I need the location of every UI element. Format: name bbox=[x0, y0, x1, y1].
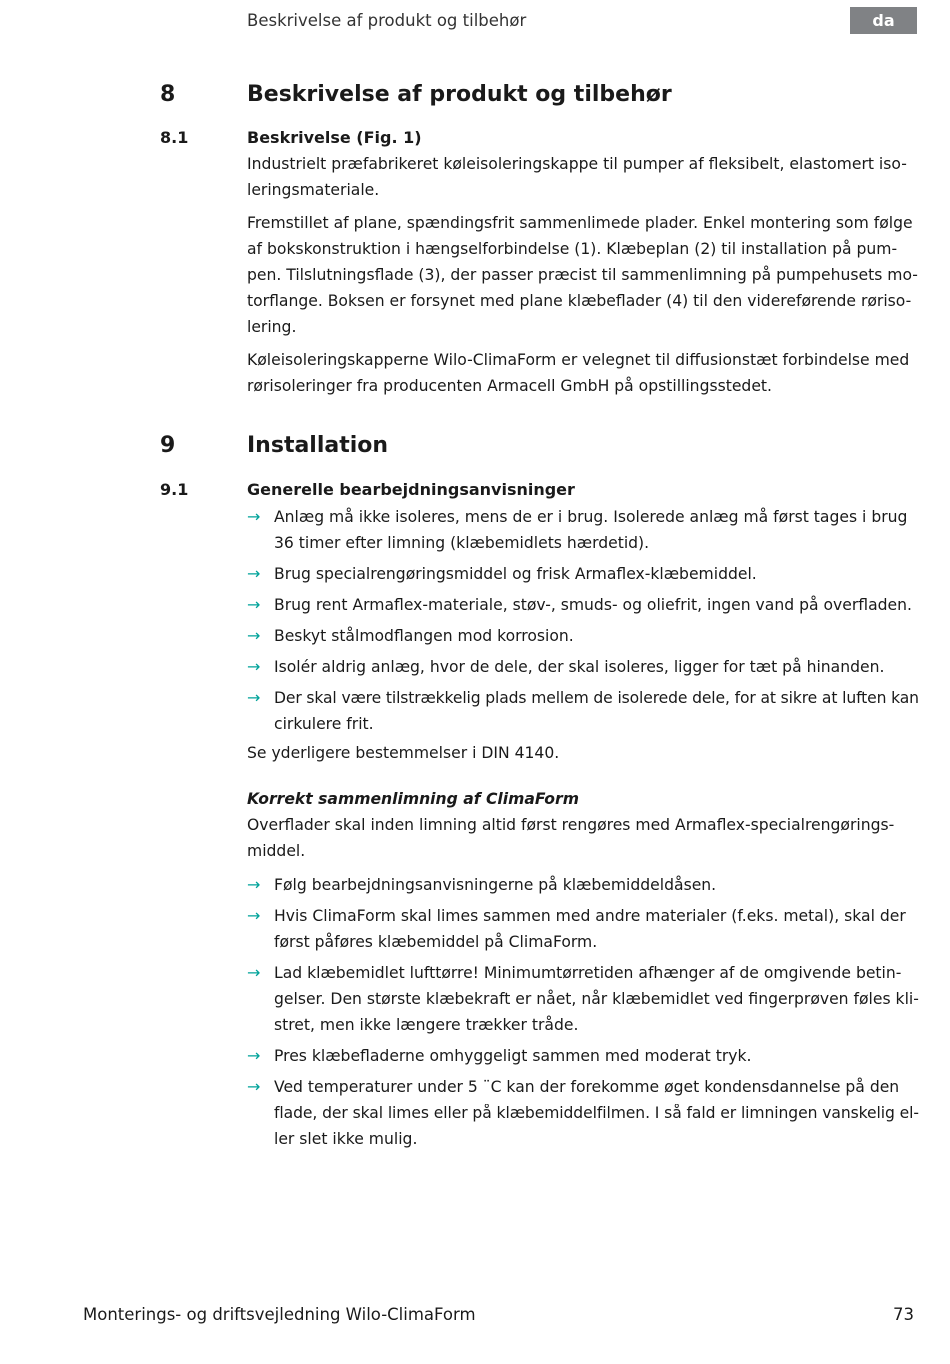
list-item: → Isolér aldrig anlæg, hvor de dele, der skal isoleres, ligger for tæt på hinanden. bbox=[247, 654, 919, 680]
footer-document-title: Monterings- og driftsvejledning Wilo-ClimaForm bbox=[83, 1305, 476, 1324]
arrow-right-icon: → bbox=[247, 507, 261, 526]
section-9-1-number: 9.1 bbox=[160, 480, 189, 499]
section-9-1-title: Generelle bearbejdningsanvisninger bbox=[247, 480, 575, 499]
section-8-number: 8 bbox=[160, 82, 176, 107]
paragraph bbox=[247, 347, 919, 399]
list-item: → Lad klæbemidlet lufttørre! Minimumtørretiden afhænger af de omgivende betin- gelser. Den største klæbekraft er nået, når klæbemidlet ved fingerprøven føles kli- stret, men ikke længere trækker tråde. bbox=[247, 960, 919, 1038]
text-line: Overflader skal inden limning altid først rengøres med Armaflex-specialrengørings- bbox=[247, 816, 895, 834]
section-8-1-body bbox=[247, 151, 919, 406]
arrow-right-icon: → bbox=[247, 1046, 261, 1065]
list-item: → Hvis ClimaForm skal limes sammen med andre materialer (f.eks. metal), skal der først påføres klæbemiddel på ClimaForm. bbox=[247, 903, 919, 955]
language-badge: da bbox=[850, 7, 917, 34]
arrow-right-icon: → bbox=[247, 906, 261, 925]
arrow-right-icon: → bbox=[247, 657, 261, 676]
arrow-right-icon: → bbox=[247, 688, 261, 707]
paragraph bbox=[247, 151, 919, 203]
section-9-title: Installation bbox=[247, 433, 389, 458]
list-item: → Følg bearbejdningsanvisningerne på klæbemiddeldåsen. bbox=[247, 872, 919, 898]
text-line: leringsmateriale. bbox=[247, 181, 380, 199]
arrow-right-icon: → bbox=[247, 963, 261, 982]
guidelines-list bbox=[247, 504, 919, 742]
note-text: Se yderligere bestemmelser i DIN 4140. bbox=[247, 744, 560, 762]
section-9-number: 9 bbox=[160, 433, 176, 458]
text-line: rørisoleringer fra producenten Armacell GmbH på opstillingsstedet. bbox=[247, 377, 772, 395]
list-item: → Brug rent Armaflex-materiale, støv-, smuds- og oliefrit, ingen vand på overfladen. bbox=[247, 592, 919, 618]
text-line: Fremstillet af plane, spændingsfrit sammenlimede plader. Enkel montering som følge bbox=[247, 214, 913, 232]
list-item: → Beskyt stålmodflangen mod korrosion. bbox=[247, 623, 919, 649]
bonding-list bbox=[247, 872, 919, 1157]
section-8-title: Beskrivelse af produkt og tilbehør bbox=[247, 82, 672, 107]
text-line: lering. bbox=[247, 318, 297, 336]
list-item: → Pres klæbefladerne omhyggeligt sammen med moderat tryk. bbox=[247, 1043, 919, 1069]
arrow-right-icon: → bbox=[247, 564, 261, 583]
running-header: Beskrivelse af produkt og tilbehør bbox=[247, 11, 527, 30]
text-line: af bokskonstruktion i hængselforbindelse (1). Klæbeplan (2) til installation på pum- bbox=[247, 240, 898, 258]
text-line: middel. bbox=[247, 842, 306, 860]
cleaning-paragraph bbox=[247, 812, 919, 864]
section-8-1-title: Beskrivelse (Fig. 1) bbox=[247, 128, 422, 147]
text-line: torflange. Boksen er forsynet med plane klæbeflader (4) til den videreførende røriso- bbox=[247, 292, 912, 310]
subheading: Korrekt sammenlimning af ClimaForm bbox=[247, 790, 579, 808]
list-item: → Ved temperaturer under 5 ¨C kan der forekomme øget kondensdannelse på den flade, der skal limes eller på klæbemiddelfilmen. I så fald er limningen vanskelig el- ler slet ikke mulig. bbox=[247, 1074, 919, 1152]
section-8-1-number: 8.1 bbox=[160, 128, 189, 147]
text-line: Køleisoleringskapperne Wilo-ClimaForm er velegnet til diffusionstæt forbindelse med bbox=[247, 351, 910, 369]
arrow-right-icon: → bbox=[247, 626, 261, 645]
arrow-right-icon: → bbox=[247, 875, 261, 894]
text-line: Industrielt præfabrikeret køleisoleringskappe til pumper af fleksibelt, elastomert iso- bbox=[247, 155, 907, 173]
list-item: → Anlæg må ikke isoleres, mens de er i brug. Isolerede anlæg må først tages i brug 36 timer efter limning (klæbemidlets hærdetid). bbox=[247, 504, 919, 556]
list-item: → Der skal være tilstrækkelig plads mellem de isolerede dele, for at sikre at luften kan cirkulere frit. bbox=[247, 685, 919, 737]
list-item: → Brug specialrengøringsmiddel og frisk Armaflex-klæbemiddel. bbox=[247, 561, 919, 587]
arrow-right-icon: → bbox=[247, 1077, 261, 1096]
page-number: 73 bbox=[893, 1305, 914, 1324]
paragraph bbox=[247, 210, 919, 340]
arrow-right-icon: → bbox=[247, 595, 261, 614]
text-line: pen. Tilslutningsflade (3), der passer præcist til sammenlimning på pumpehusets mo- bbox=[247, 266, 918, 284]
